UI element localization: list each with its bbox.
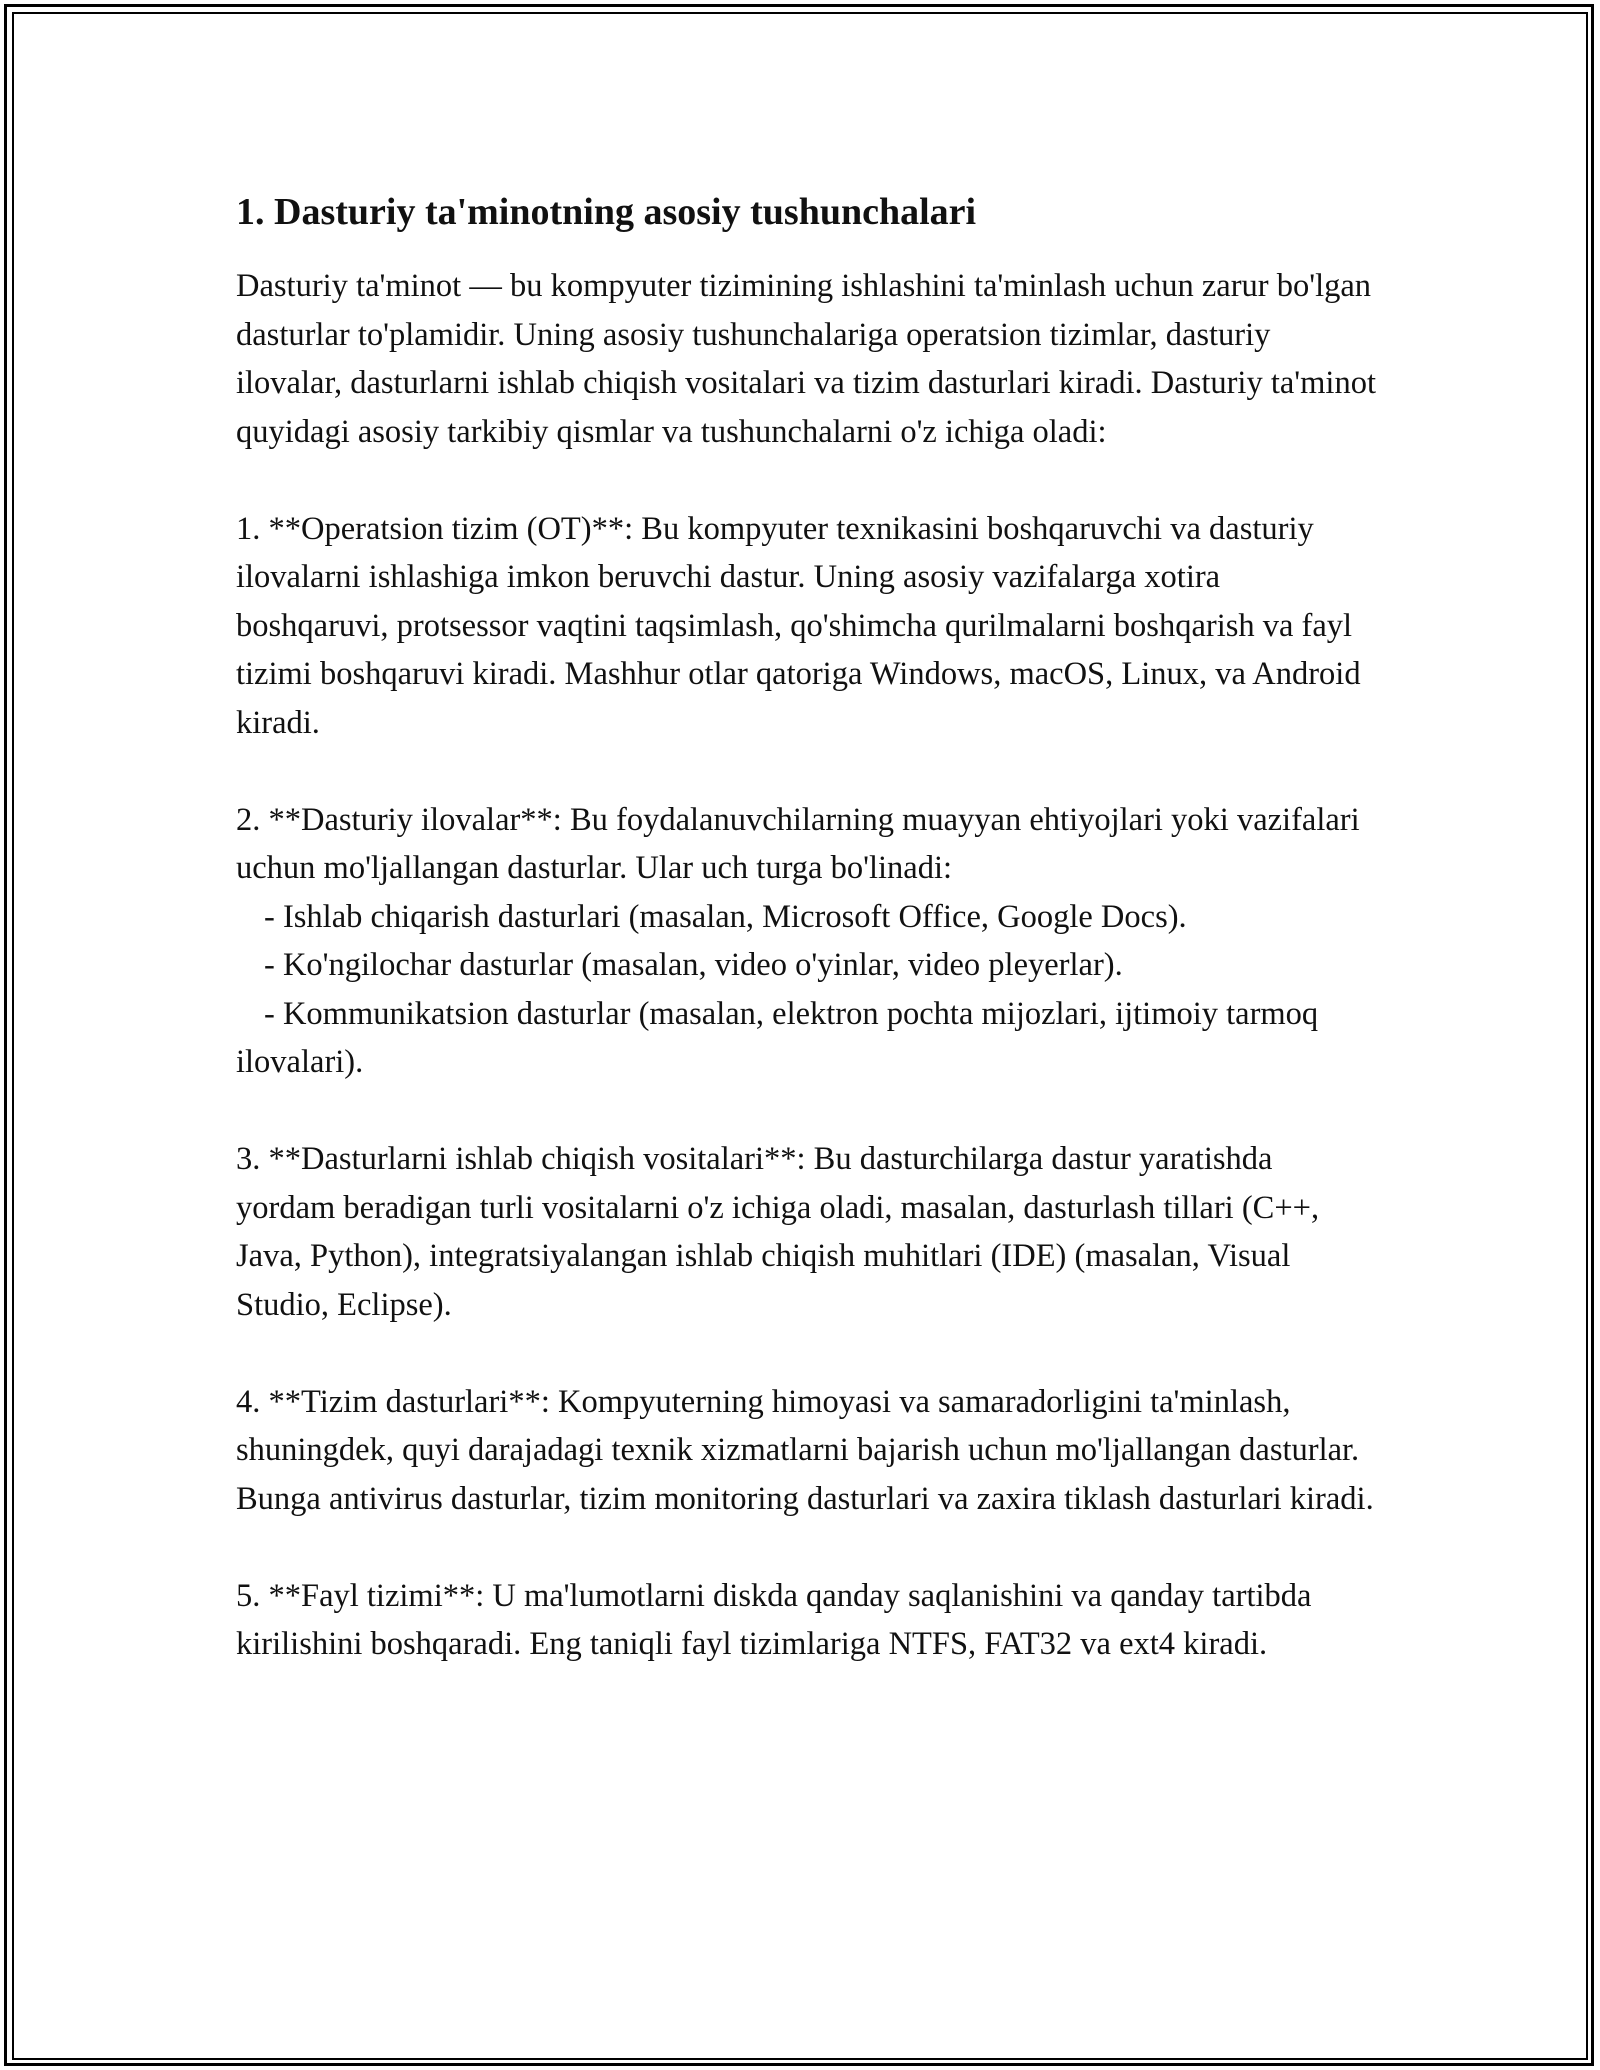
bullet-productivity-software: - Ishlab chiqarish dasturlari (masalan, Microsoft Office, Google Docs). — [264, 898, 1187, 935]
bullet-communication-software: - Kommunikatsion dasturlar (masalan, elektron pochta mijozlari, ijtimoiy tarmoq ilovalari). — [236, 995, 1319, 1080]
item-software-applications: 2. **Dasturiy ilovalar**: Bu foydalanuvchilarning muayyan ehtiyojlari yoki vazifalari uchun mo'ljallangan dasturlar. Ular uch turga bo'linadi: — [236, 801, 1360, 886]
section-title: 1. Dasturiy ta'minotning asosiy tushunchalari — [236, 191, 977, 233]
item-file-system: 5. **Fayl tizimi**: U ma'lumotlarni diskda qanday saqlanishini va qanday tartibda kirilishini boshqaradi. Eng taniqli fayl tizimlariga NTFS, FAT32 va ext4 kiradi. — [236, 1577, 1312, 1662]
item-operating-system: 1. **Operatsion tizim (OT)**: Bu kompyuter texnikasini boshqaruvchi va dasturiy ilovalarni ishlashiga imkon beruvchi dastur. Uning asosiy vazifalarga xotira boshqaruvi, protsessor vaqtini taqsimlash, qo'shimcha qurilmalarni boshqarish va fayl tizimi boshqaruvi kiradi. Mashhur otlar qatoriga Windows, macOS, Linux, va Android kiradi. — [236, 510, 1361, 741]
bullet-entertainment-software: - Ko'ngilochar dasturlar (masalan, video o'yinlar, video pleyerlar). — [264, 947, 1123, 983]
document-body — [236, 188, 1376, 1669]
item-development-tools: 3. **Dasturlarni ishlab chiqish vositalari**: Bu dasturchilarga dastur yaratishda yordam beradigan turli vositalarni o'z ichiga oladi, masalan, dasturlash tillari (C++, Java, Python), integratsiyalangan ishlab chiqish muhitlari (IDE) (masalan, Visual Studio, Eclipse). — [236, 1141, 1320, 1323]
item-system-software: 4. **Tizim dasturlari**: Kompyuterning himoyasi va samaradorligini ta'minlash, shuningdek, quyi darajadagi texnik xizmatlarni bajarish uchun mo'ljallangan dasturlar. Bunga antivirus dasturlar, tizim monitoring dasturlari va zaxira tiklash dasturlari kiradi. — [236, 1383, 1374, 1517]
intro-paragraph: Dasturiy ta'minot — bu kompyuter tizimining ishlashini ta'minlash uchun zarur bo'lgan dasturlar to'plamidir. Uning asosiy tushunchalariga operatsion tizimlar, dasturiy ilovalar, dasturlarni ishlab chiqish vositalari va tizim dasturlari kiradi. Dasturiy ta'minot quyidagi asosiy tarkibiy qismlar va tushunchalarni o'z ichiga oladi: — [236, 268, 1376, 450]
